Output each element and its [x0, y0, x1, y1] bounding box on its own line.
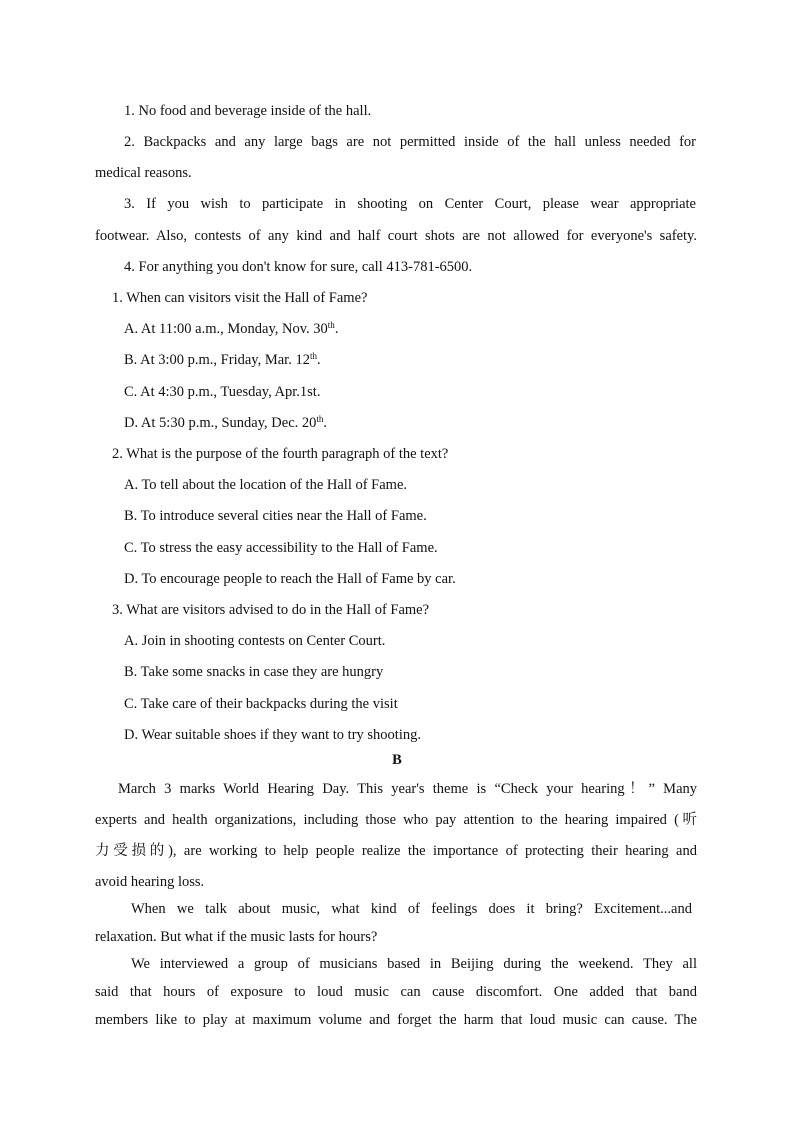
section-b-para-3-line-1: We interviewed a group of musicians based in Beijing during the weekend. They all	[131, 956, 697, 972]
rule-2-line-1: 2. Backpacks and any large bags are not permitted inside of the hall unless needed for	[124, 134, 696, 150]
question-2-option-b: B. To introduce several cities near the Hall of Fame.	[124, 508, 427, 524]
question-1-option-c: C. At 4:30 p.m., Tuesday, Apr.1st.	[124, 384, 321, 400]
question-2-option-d: D. To encourage people to reach the Hall of Fame by car.	[124, 571, 456, 587]
section-b-para-3-line-3: members like to play at maximum volume and forget the harm that loud music can cause. The	[95, 1012, 697, 1028]
rule-1: 1. No food and beverage inside of the hall.	[124, 103, 372, 119]
section-b-para-3-line-2: said that hours of exposure to loud music can cause discomfort. One added that band	[95, 984, 697, 1000]
question-3-option-b: B. Take some snacks in case they are hungry	[124, 664, 384, 680]
section-b-para-1-line-1: March 3 marks World Hearing Day. This year's theme is “Check your hearing！” Many	[118, 781, 697, 797]
section-b-para-2-line-1: When we talk about music, what kind of feelings does it bring? Excitement...and	[131, 901, 692, 917]
rule-3-line-1: 3. If you wish to participate in shooting on Center Court, please wear appropriate	[124, 196, 696, 212]
question-1-option-a: A. At 11:00 a.m., Monday, Nov. 30th.	[124, 320, 339, 337]
question-1-option-b: B. At 3:00 p.m., Friday, Mar. 12th.	[124, 351, 321, 368]
question-3-option-a: A. Join in shooting contests on Center Court.	[124, 633, 386, 649]
question-2-option-c: C. To stress the easy accessibility to the Hall of Fame.	[124, 540, 438, 556]
section-b-para-2-line-2: relaxation. But what if the music lasts for hours?	[95, 929, 378, 945]
rule-2-line-2: medical reasons.	[95, 165, 192, 181]
question-3-stem: 3. What are visitors advised to do in the Hall of Fame?	[112, 602, 430, 618]
section-b-para-1-line-2: experts and health organizations, including those who pay attention to the hearing impaired (听	[95, 812, 697, 828]
question-1-stem: 1. When can visitors visit the Hall of Fame?	[112, 290, 368, 306]
question-2-stem: 2. What is the purpose of the fourth paragraph of the text?	[112, 446, 449, 462]
question-1-option-d: D. At 5:30 p.m., Sunday, Dec. 20th.	[124, 414, 328, 431]
rule-4: 4. For anything you don't know for sure, call 413-781-6500.	[124, 259, 473, 275]
question-3-option-c: C. Take care of their backpacks during the visit	[124, 696, 398, 712]
section-b-title: B	[392, 752, 402, 768]
question-2-option-a: A. To tell about the location of the Hall of Fame.	[124, 477, 408, 493]
question-3-option-d: D. Wear suitable shoes if they want to try shooting.	[124, 727, 421, 743]
rule-3-line-2: footwear. Also, contests of any kind and half court shots are not allowed for everyone's safety.	[95, 228, 697, 244]
section-b-para-1-line-3: 力受损的), are working to help people realize the importance of protecting their hearing and	[95, 843, 697, 859]
section-b-para-1-line-4: avoid hearing loss.	[95, 874, 205, 890]
